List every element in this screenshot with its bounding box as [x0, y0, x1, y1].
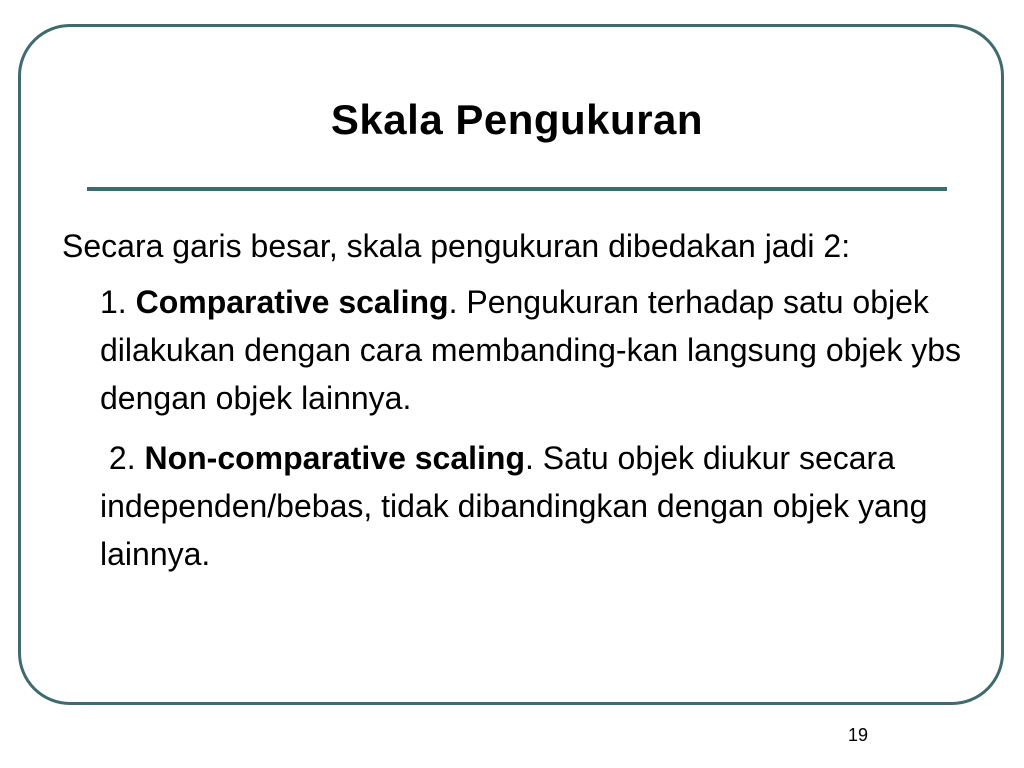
list-item-number: 1. [100, 284, 136, 320]
list-item-non-comparative [100, 434, 972, 578]
list-item-description: . Pengukuran terhadap satu objek dilakukan dengan cara membanding-kan langsung objek ybs dengan objek lainnya. [100, 284, 962, 416]
intro-paragraph: Secara garis besar, skala pengukuran dibedakan jadi 2: [62, 228, 851, 264]
list-item-comparative [100, 278, 972, 422]
slide-body [62, 222, 972, 578]
page-number: 19 [847, 725, 869, 745]
slide-title: Skala Pengukuran [330, 96, 704, 143]
title-divider [87, 187, 947, 191]
list-item-term: Comparative scaling [135, 284, 449, 320]
list-item-description: . Satu objek diukur secara independen/bebas, tidak dibandingkan dengan objek yang lainnya. [100, 440, 928, 572]
list-item-term: Non-comparative scaling [144, 440, 526, 476]
list-item-number: 2. [100, 440, 145, 476]
